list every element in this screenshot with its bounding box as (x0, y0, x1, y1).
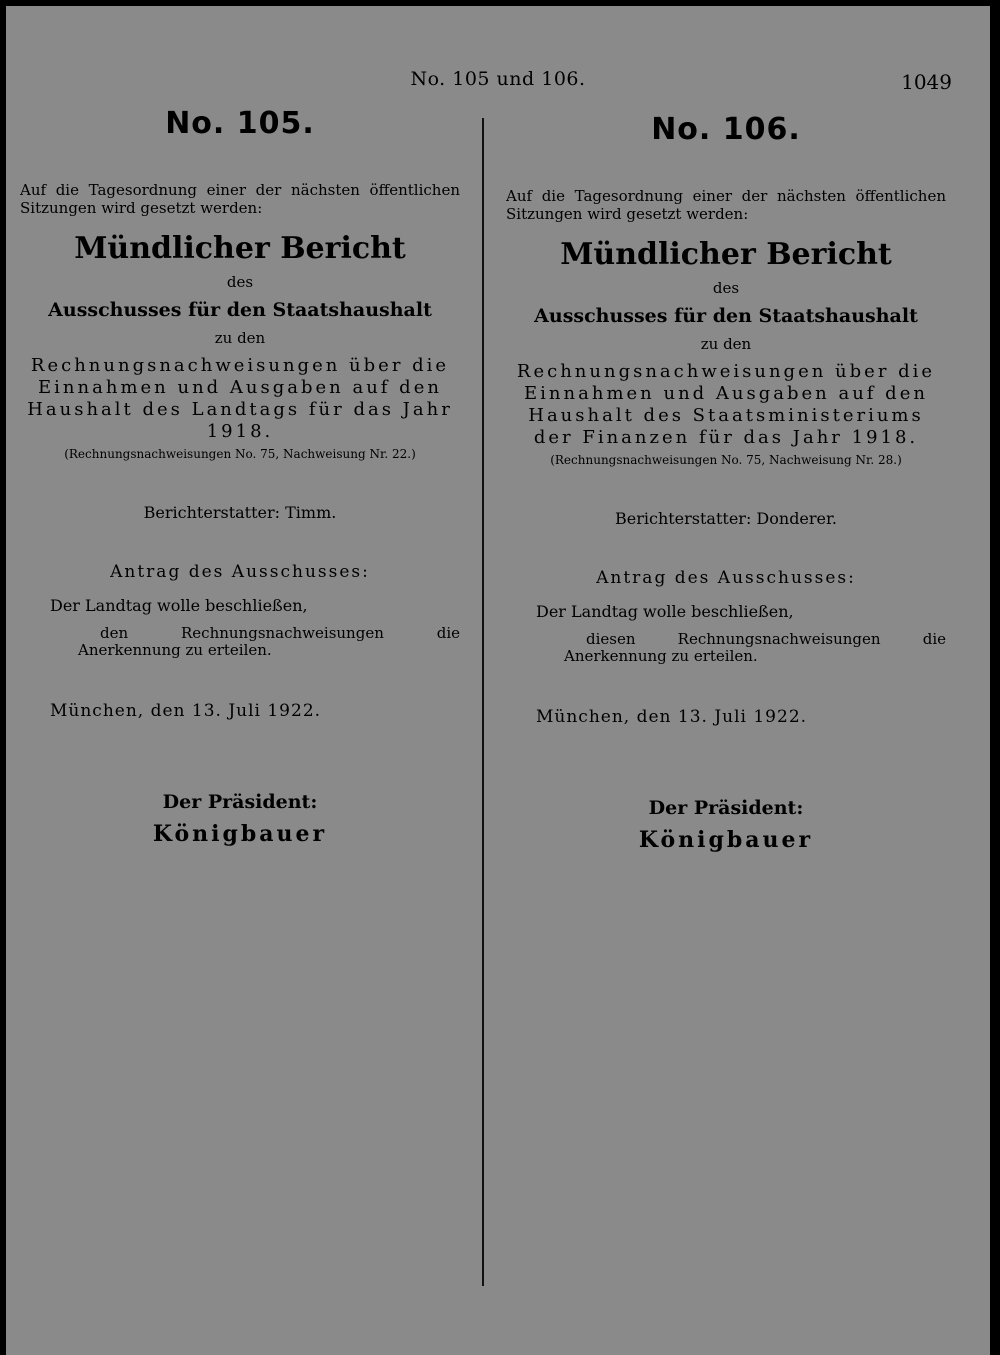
reporter-line: Berichterstatter: Donderer. (614, 509, 837, 528)
report-subject: Rechnungsnachweisungen über die Einnahmen und Ausgaben auf den Haushalt des Staatsministeriums der Finanzen für das Jahr 1918. (516, 361, 936, 448)
page-number: 1049 (901, 70, 952, 94)
resolve-intro: Der Landtag wolle beschließen, (50, 596, 308, 615)
resolve-text: den Rechnungsnachweisungen die Anerkennung zu erteilen. (78, 624, 460, 659)
report-title: Mündlicher Bericht (560, 237, 892, 272)
agenda-intro: Auf die Tagesordnung einer der nächsten öffentlichen Sitzungen wird gesetzt werden: (20, 181, 460, 217)
preposition-zu-den: zu den (214, 329, 266, 347)
agenda-intro: Auf die Tagesordnung einer der nächsten öffentlichen Sitzungen wird gesetzt werden: (506, 187, 946, 223)
president-name: Königbauer (152, 821, 328, 847)
date-line: München, den 13. Juli 1922. (536, 707, 808, 727)
reference-note: (Rechnungsnachweisungen No. 75, Nachweisung Nr. 28.) (550, 453, 902, 467)
reference-note: (Rechnungsnachweisungen No. 75, Nachweisung Nr. 22.) (64, 447, 416, 461)
report-title: Mündlicher Bericht (74, 231, 406, 266)
resolve-text: diesen Rechnungsnachweisungen die Anerkennung zu erteilen. (564, 630, 946, 665)
president-label: Der Präsident: (648, 797, 804, 819)
document-page (6, 6, 990, 1355)
preposition-zu-den: zu den (700, 335, 752, 353)
resolve-intro: Der Landtag wolle beschließen, (536, 602, 794, 621)
motion-heading: Antrag des Ausschusses: (596, 568, 856, 588)
date-line: München, den 13. Juli 1922. (50, 701, 322, 721)
report-subject: Rechnungsnachweisungen über die Einnahmen und Ausgaben auf den Haushalt des Landtags für das Jahr 1918. (27, 355, 453, 442)
president-name: Königbauer (638, 827, 814, 853)
president-label: Der Präsident: (162, 791, 318, 813)
running-head: No. 105 und 106. (410, 68, 586, 90)
column-no-105 (20, 106, 460, 847)
document-number: No. 105. (165, 106, 315, 141)
column-no-106 (506, 112, 946, 853)
committee-name: Ausschusses für den Staatshaushalt (534, 305, 918, 327)
motion-heading: Antrag des Ausschusses: (110, 562, 370, 582)
committee-name: Ausschusses für den Staatshaushalt (48, 299, 432, 321)
document-number: No. 106. (651, 112, 801, 147)
article-des: des (226, 273, 254, 291)
reporter-line: Berichterstatter: Timm. (143, 503, 337, 522)
column-divider (482, 118, 484, 1286)
article-des: des (712, 279, 740, 297)
